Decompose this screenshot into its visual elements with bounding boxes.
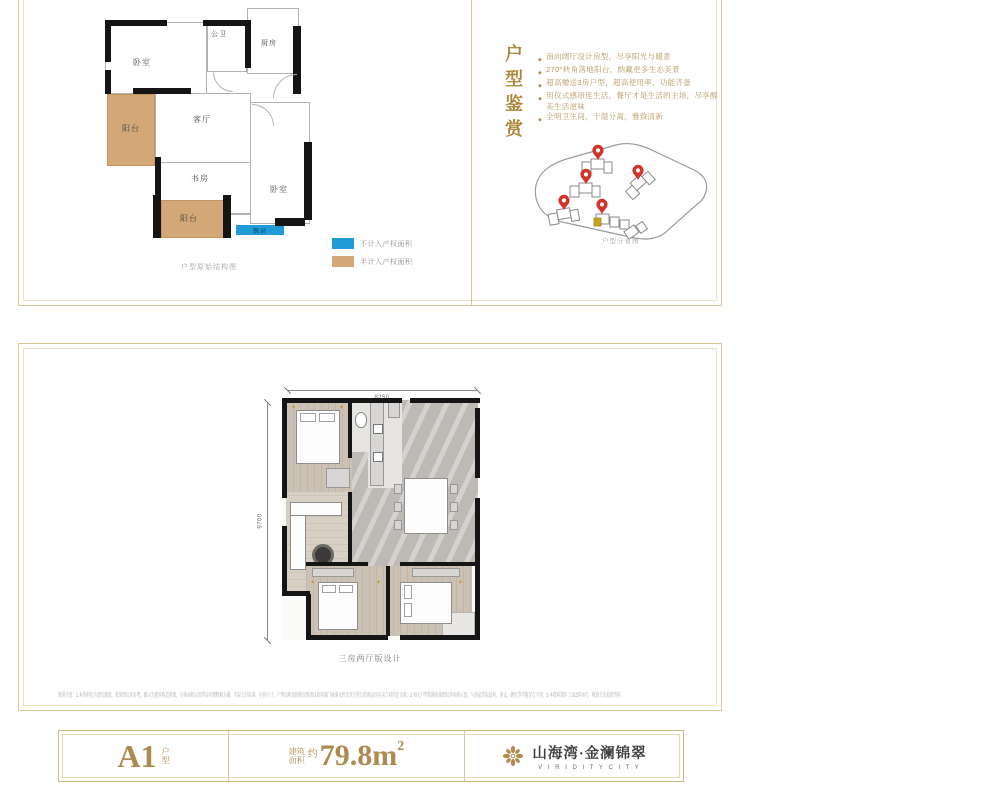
sofa-short [290, 502, 342, 516]
bullet-item [538, 65, 723, 78]
disclaimer-text: 郑重注意：1.本资料仅为要约邀请，效果图仅供参考，图示为建筑构造简图，具体面积以房管局实测数据为准，实际交付标准、区间尺寸、户型结构及楼栋位置请以政府部门核准文件及双方签订的商品房买卖合同约定为准；2.相关户型装修效果图仅作风格示意，与房屋实际结构、形式、颜色等可能存在不同；3.本资料制作于2023年6月，敬请关注最新资料。 [58, 693, 625, 699]
rendered-floorplan [282, 398, 480, 640]
wall [223, 195, 231, 238]
diamond-bullet-icon: ◆ [538, 116, 543, 123]
wall [306, 594, 311, 640]
dimension-line-left [267, 402, 268, 640]
wall [400, 635, 480, 640]
wall [105, 20, 167, 26]
gold-flower-mark-icon: ✦ [339, 405, 345, 411]
room-label-study: 书房 [191, 174, 209, 183]
footer-bar [58, 730, 684, 782]
siteplan-diagram [518, 138, 723, 250]
bullet-text: 全明卫生间，干湿分离，雅致清新 [546, 112, 664, 121]
room-label-kitchen: 厨房 [261, 40, 277, 47]
brand-name: 山海湾·金澜锦翠 [532, 745, 647, 762]
wardrobe1 [326, 468, 350, 488]
wall [282, 398, 287, 498]
pillow [300, 413, 316, 422]
wall [304, 142, 312, 220]
unit-name: A1 [117, 738, 157, 774]
top-panel-divider [471, 0, 472, 305]
wall [105, 70, 111, 94]
pillow [322, 585, 336, 593]
bullet-text: 用仪式感串连生活，餐厅才是生活的主场，尽享醇美生活滋味 [546, 91, 718, 111]
wall [133, 88, 191, 94]
dining-chair [450, 502, 458, 512]
location-pin-icons [558, 145, 643, 214]
wall [153, 195, 161, 238]
kitchen-counter [370, 402, 384, 486]
siteplan-svg [518, 138, 723, 250]
room-label-bathroom: 公卫 [211, 31, 227, 38]
wall [245, 20, 251, 68]
brand-flower-icon [501, 744, 525, 768]
legend-item-tan [332, 256, 413, 267]
area-label-top: 建筑 [288, 747, 305, 756]
footer-brand-block [465, 731, 683, 781]
wall [386, 566, 390, 636]
wall [155, 157, 161, 199]
dimension-height [249, 510, 267, 531]
room-label-balcony-bottom: 阳台 [180, 214, 198, 223]
highlighted-unit [594, 218, 601, 226]
schematic-floorplan [95, 2, 323, 240]
fridge [388, 402, 400, 418]
area-value: 79.8m [319, 739, 398, 772]
door-arc [273, 74, 297, 98]
wall [475, 498, 480, 640]
pillow [404, 603, 412, 617]
dining-chair [394, 502, 402, 512]
bullet-text: 270°转角落地阳台，纳藏更多生态美景 [546, 65, 680, 74]
kitchen-hob [373, 452, 383, 462]
siteplan-caption: 户型分布图 [602, 238, 640, 245]
wall [105, 20, 111, 62]
legend-item-blue [332, 238, 413, 249]
kitchen-sink [373, 424, 383, 434]
wall [282, 526, 287, 594]
gold-flower-mark-icon: ✦ [291, 405, 297, 411]
room-label-balcony-left: 阳台 [122, 124, 140, 133]
gold-flower-mark-icon: ✦ [310, 580, 316, 586]
dining-chair [450, 484, 458, 494]
schematic-caption: 户型原始结构图 [181, 264, 237, 271]
wall [475, 408, 480, 478]
diamond-bullet-icon: ◆ [538, 82, 543, 89]
bullet-item [538, 91, 723, 112]
wall [348, 492, 352, 566]
bullet-item [538, 112, 723, 125]
unit-suffix-top: 户 [161, 747, 170, 756]
diamond-bullet-icon: ◆ [538, 56, 543, 63]
door-arc [213, 72, 233, 92]
diamond-bullet-icon: ◆ [538, 95, 543, 102]
wall [306, 635, 388, 640]
legend-swatch-blue-icon [332, 238, 354, 249]
area-label-bottom: 面积 [288, 756, 305, 765]
unit-suffix-bottom: 型 [161, 756, 170, 765]
wall [410, 398, 480, 403]
dining-chair [450, 520, 458, 530]
legend-label: 半计入产权面积 [360, 258, 413, 266]
pillow [404, 585, 412, 599]
dining-table [404, 478, 448, 534]
wall [282, 398, 402, 403]
gold-flower-mark-icon: ✦ [458, 580, 464, 586]
wall [275, 218, 305, 226]
room-bedroom1 [105, 22, 207, 94]
brand-name-en: V I R I D I T Y C I T Y [538, 764, 641, 771]
wardrobe3 [412, 568, 460, 577]
appreciation-bullet-list [538, 52, 723, 125]
room-label-living: 客厅 [193, 115, 211, 124]
dining-chair [394, 520, 402, 530]
legend-swatch-tan-icon [332, 256, 354, 267]
footer-unit-block [59, 731, 229, 781]
bullet-text: 南向阔厅设计房型，尽享阳光与暖意 [546, 52, 671, 61]
wall [348, 400, 352, 458]
bullet-item [538, 78, 723, 91]
bullet-item [538, 52, 723, 65]
room-label-bedroom2: 卧室 [270, 185, 288, 194]
room-label-bay-window: 飘窗 [252, 228, 267, 235]
footer-area-block [229, 731, 465, 781]
bullet-text: 超高赠送3房户型，超高使用率，功能齐备 [546, 78, 692, 87]
room-label-bedroom1: 卧室 [133, 58, 151, 67]
disclaimer-row [58, 684, 682, 699]
dimension-height-value: 9700 [258, 510, 264, 531]
wall [203, 20, 249, 26]
area-superscript: 2 [397, 739, 405, 754]
gold-flower-mark-icon: ✦ [376, 580, 382, 586]
appreciation-title: 户型鉴赏 [503, 44, 523, 144]
pillow [339, 585, 353, 593]
diamond-bullet-icon: ◆ [538, 69, 543, 76]
area-approx: 约 [307, 748, 318, 760]
wall [400, 562, 476, 566]
toilet [355, 412, 367, 428]
legend-label: 不计入产权面积 [360, 240, 413, 248]
pillow [319, 413, 335, 422]
wardrobe2 [312, 568, 354, 577]
rendered-plan-caption: 三房两厅版设计 [338, 654, 402, 663]
dining-chair [394, 484, 402, 494]
wall [306, 562, 368, 566]
